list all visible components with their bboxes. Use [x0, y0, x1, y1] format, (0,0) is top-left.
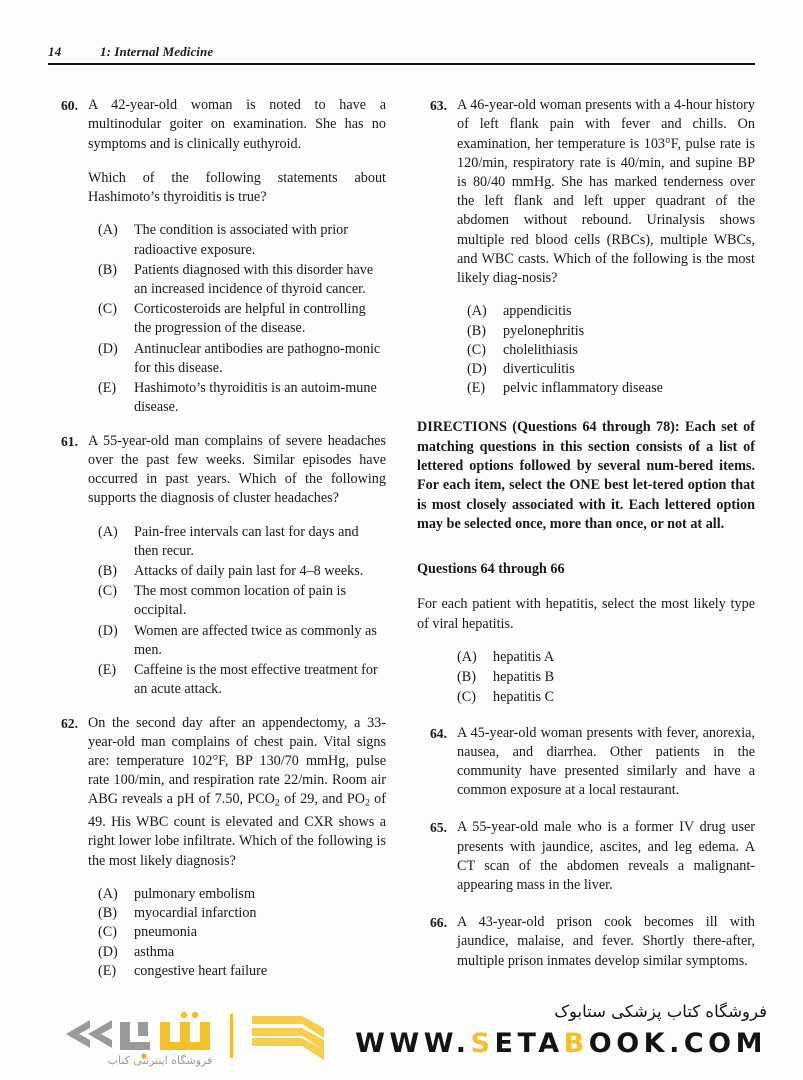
question-block	[48, 432, 386, 700]
question-stem: A 45-year-old woman presents with fever, anorexia, nausea, and diarrhea. Other patients in the community have presented similarly and have a common exposure at a local restaurant.	[457, 724, 755, 799]
question-block	[417, 913, 755, 971]
question-block	[48, 714, 386, 981]
option-item[interactable]	[98, 340, 386, 378]
question-block	[417, 724, 755, 801]
right-column	[417, 82, 755, 997]
question-number: 62.	[61, 715, 78, 731]
option-text: appendicitis	[503, 303, 572, 320]
left-column	[48, 82, 386, 997]
option-item[interactable]	[98, 943, 386, 962]
option-text: Caffeine is the most effective treatment for an acute attack.	[134, 662, 378, 698]
option-text: Pain-free intervals can last for days and then recur.	[134, 523, 359, 559]
option-text: Corticosteroids are helpful in controlling the progression of the disease.	[134, 301, 366, 337]
option-text: pyelonephritis	[503, 322, 585, 339]
option-item[interactable]	[467, 379, 755, 398]
question-block	[48, 96, 386, 417]
option-text: hepatitis B	[493, 669, 555, 686]
option-text: Patients diagnosed with this disorder have an increased incidence of thyroid cancer.	[134, 261, 374, 297]
option-letter: (C)	[98, 301, 117, 318]
chapter-title: 1: Internal Medicine	[100, 44, 214, 59]
question-stem: A 55-year-old male who is a former IV drug user presents with jaundice, ascites, and leg edema. A CT scan of the abdomen reveals a malignant-appearing mass in the liver.	[457, 819, 755, 894]
body-columns	[48, 82, 755, 997]
option-item[interactable]	[98, 622, 386, 660]
url-segment: B	[563, 1028, 589, 1059]
running-head	[48, 44, 755, 66]
section-intro: For each patient with hepatitis, select the most likely type of viral hepatitis.	[417, 596, 755, 632]
option-text: asthma	[134, 943, 175, 960]
question-stem: A 46-year-old woman presents with a 4-hour history of left flank pain with fever and chills. On examination, her temperature is 103°F, pulse rate is 120/min, respiratory rate is 40/min, and supine BP is 80/40 mmHg. She has marked tenderness over the left flank and left upper quadrant of the abdomen without rebound. Urinalysis shows multiple red blood cells (RBCs), multiple WBCs, and WBC casts. Which of the following is the most likely diag-nosis?	[457, 97, 755, 287]
question-number: 63.	[430, 98, 447, 114]
option-letter: (A)	[467, 303, 487, 320]
question-stem: Which of the following statements about Hashimoto’s thyroiditis is true?	[88, 169, 386, 205]
url-segment: OOK.COM	[588, 1028, 767, 1059]
option-letter: (E)	[467, 380, 486, 397]
option-item[interactable]	[98, 221, 386, 259]
directions-block: DIRECTIONS (Questions 64 through 78): Each set of matching questions in this section consists of a list of lettered options followed by several num-bered items. For each item, select the ONE best let-tered option that is most closely associated with it. Each lettered option may be selected once, more than once, or not at all.	[417, 419, 755, 532]
option-letter: (E)	[98, 380, 117, 397]
setabook-logo[interactable]	[52, 1006, 352, 1074]
question-body	[88, 714, 386, 981]
option-item[interactable]	[98, 923, 386, 942]
option-letter: (A)	[98, 885, 118, 902]
option-item[interactable]	[467, 302, 755, 321]
option-item[interactable]	[98, 885, 386, 904]
question-number: 60.	[61, 98, 78, 114]
option-item[interactable]	[467, 360, 755, 379]
question-options	[98, 885, 386, 981]
question-stem: A 55-year-old man complains of severe headaches over the past few weeks. Similar episodes have occurred in past years. Which of the following supports the diagnosis of cluster headaches?	[88, 432, 386, 507]
option-letter: (A)	[457, 649, 477, 665]
option-text: The most common location of pain is occipital.	[134, 583, 346, 619]
option-text: pelvic inflammatory disease	[503, 380, 663, 397]
question-options	[98, 523, 386, 700]
logo-subtitle: فروشگاه اینترنتی کتاب	[107, 1054, 213, 1067]
option-letter: (B)	[98, 905, 117, 922]
option-letter: (B)	[98, 261, 117, 278]
option-item[interactable]	[98, 562, 386, 581]
question-block	[417, 96, 755, 398]
option-item[interactable]	[98, 904, 386, 923]
option-letter: (C)	[467, 341, 486, 358]
option-text: Hashimoto’s thyroiditis is an autoim-mune disease.	[134, 380, 377, 416]
option-letter: (E)	[98, 962, 117, 979]
option-item[interactable]	[98, 261, 386, 299]
option-item[interactable]	[467, 322, 755, 341]
option-letter: (B)	[98, 563, 117, 580]
option-letter: (D)	[98, 622, 118, 639]
option-item[interactable]	[98, 379, 386, 417]
option-letter: (D)	[98, 340, 118, 357]
option-text: The condition is associated with prior radioactive exposure.	[134, 222, 348, 258]
option-text: hepatitis A	[493, 649, 555, 665]
option-letter: (D)	[98, 943, 118, 960]
question-number: 65.	[430, 820, 447, 836]
option-item[interactable]	[98, 582, 386, 620]
site-tagline: فروشگاه کتاب پزشکی ستابوک	[554, 1002, 767, 1021]
url-segment: ETA	[494, 1028, 564, 1059]
header-rule	[48, 63, 755, 65]
matching-items	[417, 724, 755, 971]
option-item[interactable]	[467, 341, 755, 360]
option-letter: (C)	[457, 689, 476, 706]
option-letter: (A)	[98, 222, 118, 239]
option-letter: (C)	[98, 583, 117, 600]
question-options	[467, 302, 755, 398]
option-item[interactable]	[98, 962, 386, 981]
url-segment: S	[470, 1028, 495, 1059]
option-text: Women are affected twice as commonly as men.	[134, 622, 377, 658]
question-stem: A 43-year-old prison cook becomes ill with jaundice, malaise, and fever. Shortly there-after, multiple prison inmates develop similar symptoms.	[457, 914, 755, 969]
url-segment: WWW.	[355, 1028, 471, 1059]
question-body	[88, 432, 386, 700]
section-heading: Questions 64 through 66	[417, 561, 565, 578]
option-text: Attacks of daily pain last for 4–8 weeks.	[134, 563, 364, 580]
option-item[interactable]	[457, 668, 755, 687]
matching-options-wrap	[457, 648, 755, 708]
page-number: 14	[48, 44, 62, 59]
option-text: Antinuclear antibodies are pathogno-monic for this disease.	[134, 340, 381, 376]
footer-watermark	[0, 998, 803, 1080]
option-text: pulmonary embolism	[134, 885, 255, 902]
option-text: pneumonia	[134, 924, 198, 941]
question-number: 61.	[61, 433, 78, 449]
question-stem: On the second day after an appendectomy, a 33-year-old man complains of chest pain. Vital signs are: temperature 102°F, BP 130/70 mmHg, pulse rate 100/min, and respiration rate 22/min. Room air ABG reveals a pH of 7.50, $PCO_2$ of 29, and $PO_2$ of 49. His WBC count is elevated and CXR shows a right lower lobe infiltrate. Which of the following is the most likely diagnosis?	[88, 714, 386, 869]
question-options	[98, 221, 386, 417]
option-letter: (D)	[467, 361, 487, 378]
option-letter: (B)	[467, 322, 486, 339]
question-body	[457, 724, 755, 801]
option-letter: (A)	[98, 523, 118, 540]
question-body	[457, 913, 755, 971]
option-item[interactable]	[98, 523, 386, 561]
question-body	[88, 96, 386, 417]
option-letter: (C)	[98, 924, 117, 941]
question-body	[457, 818, 755, 895]
option-item[interactable]	[457, 688, 755, 707]
option-item[interactable]	[98, 300, 386, 338]
question-number: 64.	[430, 725, 447, 741]
option-item[interactable]	[457, 648, 755, 667]
option-letter: (E)	[98, 662, 117, 679]
option-text: diverticulitis	[503, 361, 575, 378]
option-text: congestive heart failure	[134, 962, 268, 979]
question-body	[457, 96, 755, 398]
option-text: myocardial infarction	[134, 905, 257, 922]
question-number: 66.	[430, 915, 447, 931]
option-letter: (B)	[457, 669, 476, 686]
question-stem: A 42-year-old woman is noted to have a multinodular goiter on examination. She has no symptoms and is clinically euthyroid.	[88, 97, 386, 152]
site-url[interactable]	[355, 1028, 767, 1059]
option-text: hepatitis C	[493, 689, 555, 706]
site-branding[interactable]	[355, 1002, 767, 1059]
question-block	[417, 818, 755, 895]
option-item[interactable]	[98, 661, 386, 699]
option-text: cholelithiasis	[503, 341, 578, 358]
